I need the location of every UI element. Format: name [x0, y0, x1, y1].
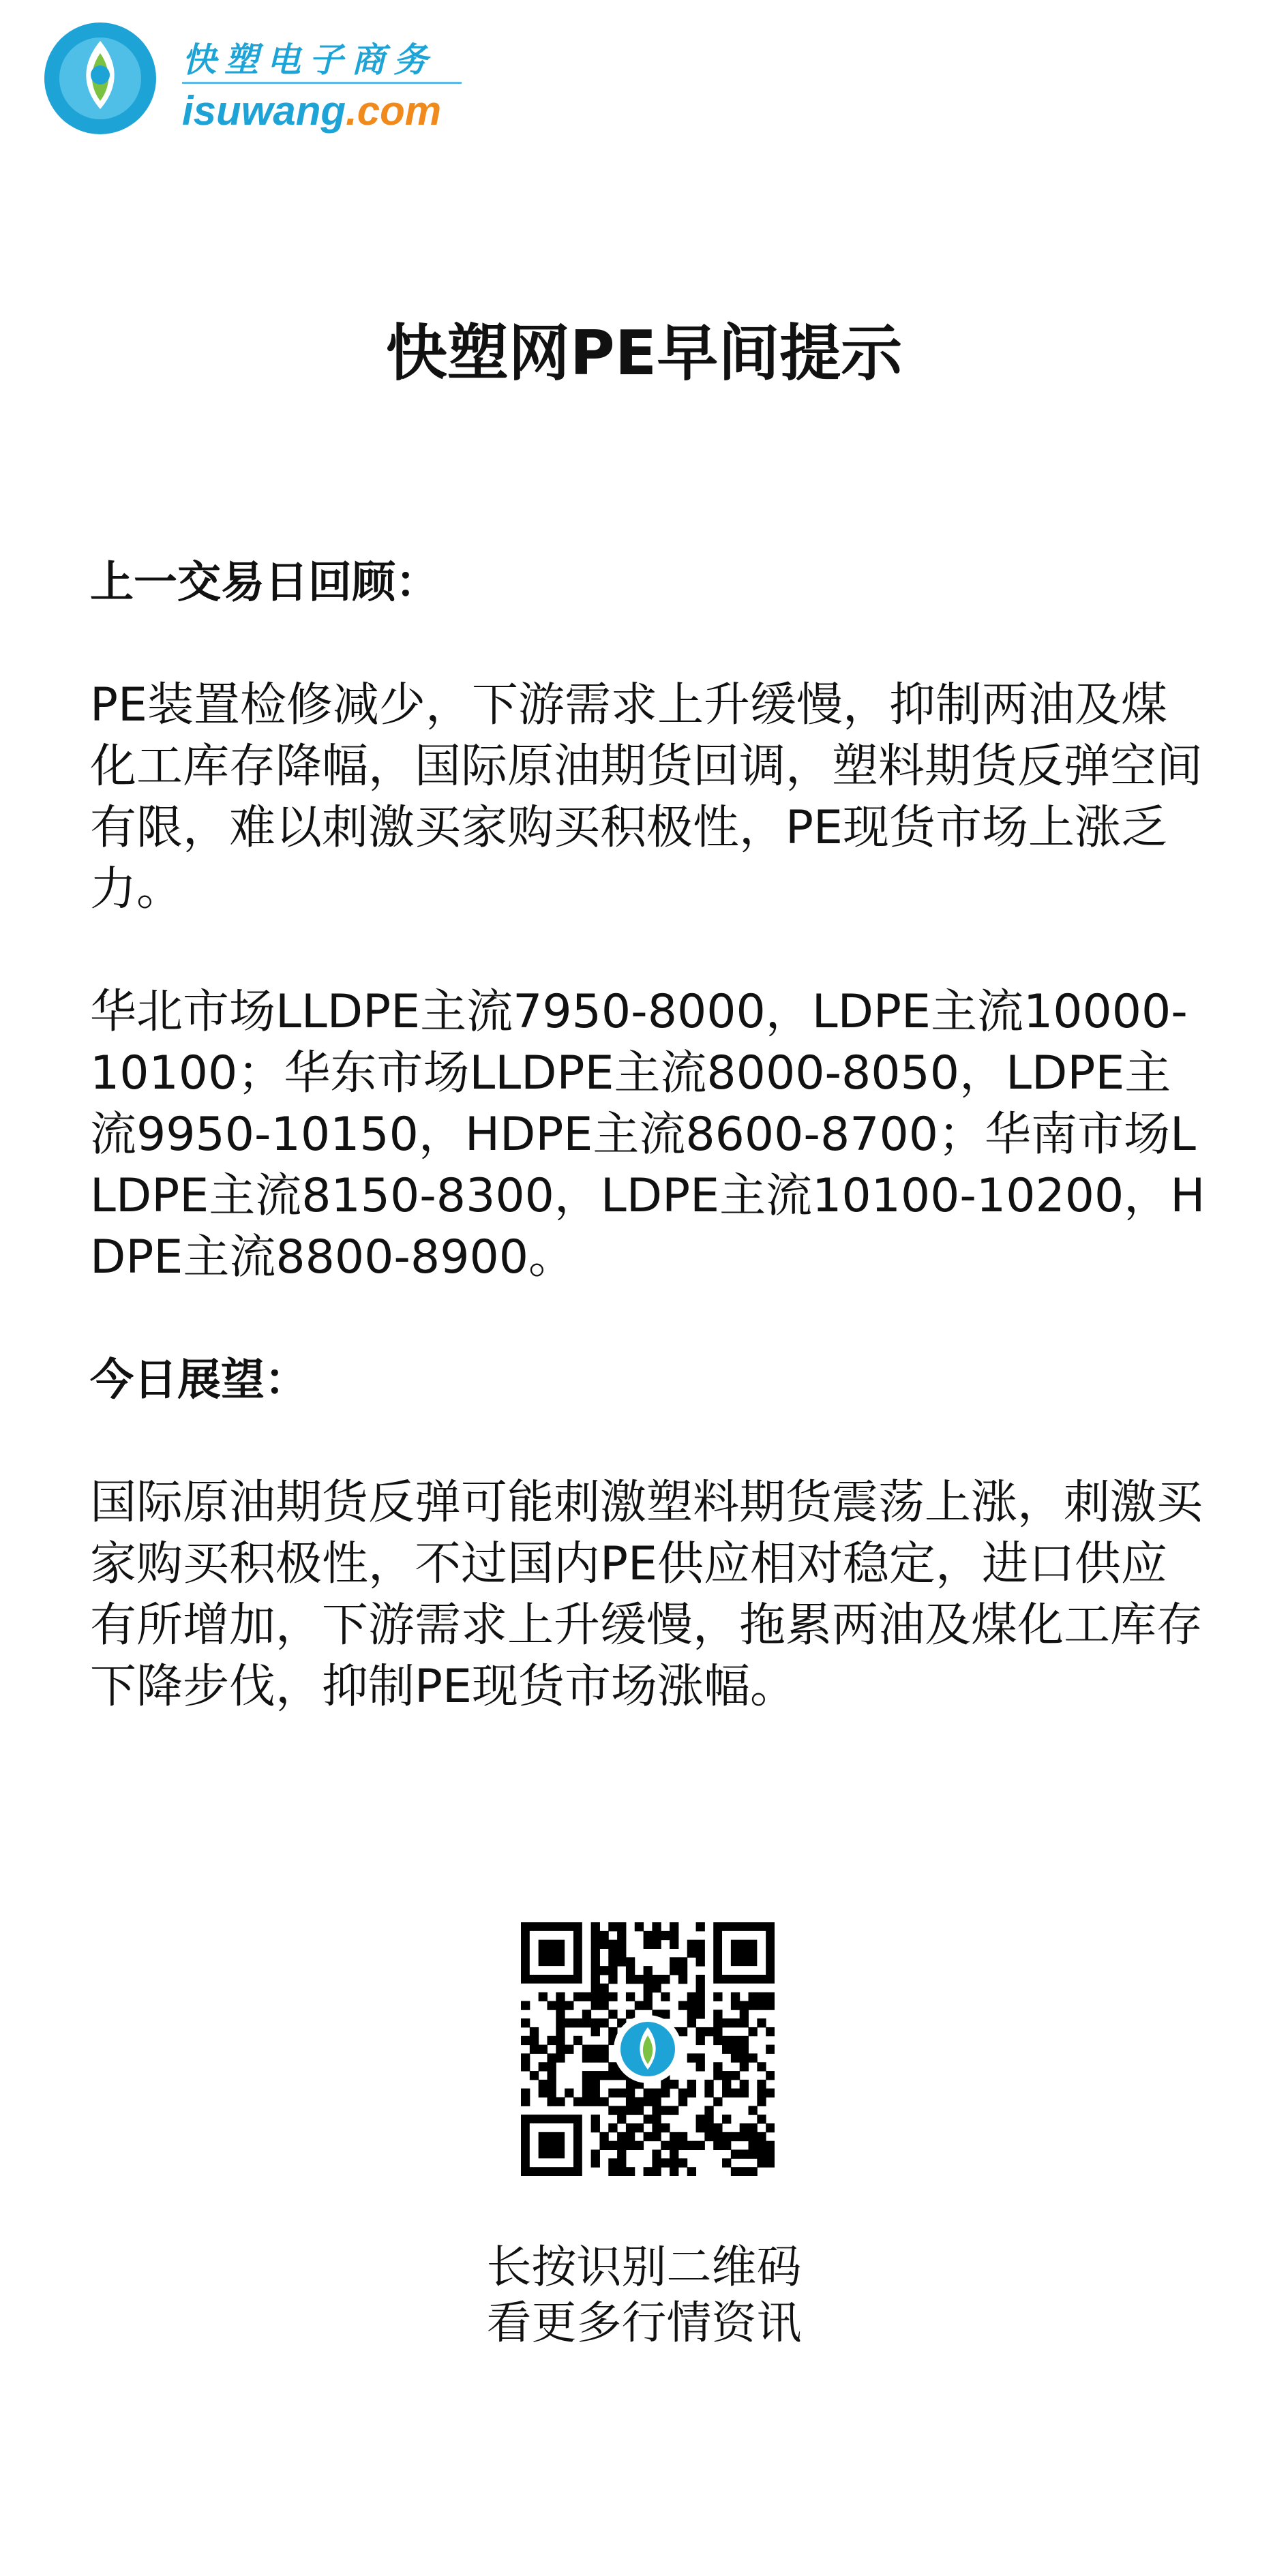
review-paragraph-summary: PE装置检修减少，下游需求上升缓慢，抑制两油及煤化工库存降幅，国际原油期货回调，塑料期货反弹空间有限，难以刺激买家购买积极性，PE现货市场上涨乏力。: [90, 678, 1203, 916]
review-paragraph-prices: 华北市场LLDPE主流7950-8000，LDPE主流10000-10100；华东市场LLDPE主流8000-8050，LDPE主流9950-10150，HDPE主流8600-8700；华南市场LLDPE主流8150-8300，LDPE主流10100-10200，HDPE主流8800-8900。: [90, 985, 1205, 1284]
qr-caption: [0, 2239, 1288, 2351]
logo-english-text: [182, 87, 441, 134]
spacer: [90, 1288, 1208, 1350]
qr-center-logo-icon: [614, 2015, 682, 2083]
outlook-heading: 今日展望：: [90, 1355, 308, 1406]
qr-caption-line-1: 长按识别二维码: [486, 2241, 802, 2293]
qr-caption-line-2: 看更多行情资讯: [486, 2297, 802, 2349]
spacer: [90, 1411, 1208, 1472]
droplet-logo-icon: [42, 20, 158, 136]
logo-chinese-text: 快塑电子商务: [182, 40, 436, 80]
qr-code[interactable]: [521, 1922, 775, 2176]
page-title: 快塑网PE早间提示: [385, 318, 903, 389]
outlook-paragraph: 国际原油期货反弹可能刺激塑料期货震荡上涨，刺激买家购买积极性，不过国内PE供应相对稳定，进口供应有所增加，下游需求上升缓慢，拖累两油及煤化工库存下降步伐，抑制PE现货市场涨幅。: [90, 1476, 1203, 1714]
spacer: [90, 613, 1208, 675]
logo-divider: [182, 82, 462, 84]
article-body: [90, 552, 1208, 1718]
spacer: [90, 920, 1208, 982]
review-heading: 上一交易日回顾：: [90, 558, 439, 608]
brand-logo: [42, 20, 465, 140]
logo-domain-main: isuwang: [182, 88, 346, 134]
logo-domain-suffix: .com: [346, 88, 442, 134]
